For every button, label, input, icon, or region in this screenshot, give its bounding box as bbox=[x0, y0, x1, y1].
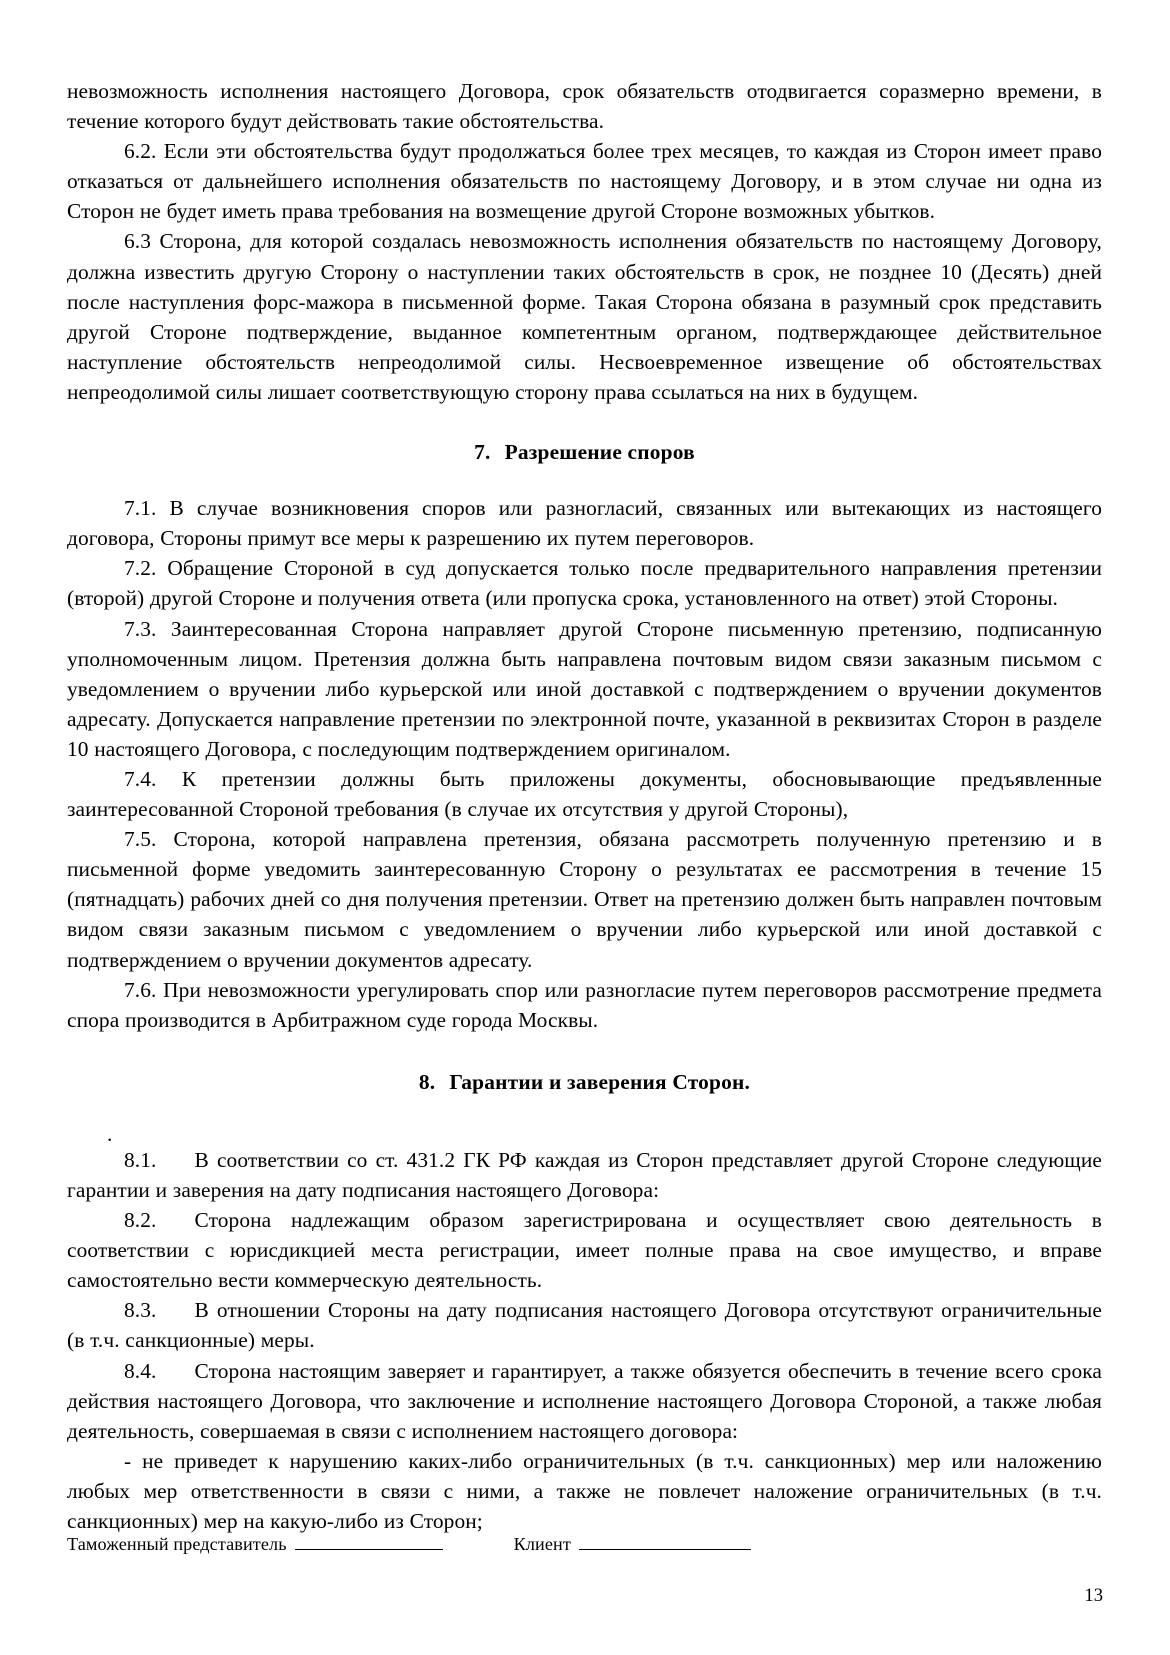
signature-block-customs-representative bbox=[67, 1532, 443, 1556]
stray-period-artifact: . bbox=[107, 1121, 113, 1146]
paragraph-8-2 bbox=[67, 1205, 1102, 1295]
page-number: 13 bbox=[1084, 1585, 1103, 1606]
signature-label-client: Клиент bbox=[513, 1534, 571, 1554]
paragraph-8-2-number: 8.2. bbox=[124, 1208, 157, 1233]
section-spacer-after-8 bbox=[67, 1097, 1102, 1123]
document-body bbox=[67, 76, 1102, 1536]
section-heading-8 bbox=[67, 1067, 1102, 1097]
section-heading-8-number: 8. bbox=[418, 1069, 436, 1094]
paragraph-8-3-number: 8.3. bbox=[124, 1298, 157, 1323]
signature-line-customs-representative[interactable] bbox=[295, 1532, 443, 1550]
section-heading-7-number: 7. bbox=[474, 440, 491, 465]
paragraph-8-1 bbox=[67, 1145, 1102, 1205]
paragraph-7-4: 7.4. К претензии должны быть приложены документы, обосновывающие предъявленные заинтересованной Стороной требования (в случае их отсутствия у другой Стороны), bbox=[67, 766, 1102, 822]
paragraph-7-5: 7.5. Сторона, которой направлена претензия, обязана рассмотреть полученную претензию и в письменной форме уведомить заинтересованную Сторону о результатах ее рассмотрения в течение 15 (пятнадцать) рабочих дней со дня получения претензии. Ответ на претензию должен быть направлен почтовым видом связи заказным письмом с уведомлением о вручении либо курьерской или иной доставкой с подтверждением о вручении документов адресату. bbox=[67, 827, 1102, 972]
section-heading-7-title: Разрешение споров bbox=[504, 440, 695, 465]
section-spacer-before-7 bbox=[67, 407, 1102, 437]
paragraph-bullet-1: - не приведет к нарушению каких-либо ограничительных (в т.ч. санкционных) мер или наложению любых мер ответственности в связи с ними, а также не повлечет наложение ограничительных (в т.ч. санкционных) мер на какую-либо из Сторон; bbox=[67, 1448, 1102, 1534]
paragraph-7-6: 7.6. При невозможности урегулировать спор или разногласие путем переговоров рассмотрение предмета спора производится в Арбитражном суде города Москвы. bbox=[67, 977, 1102, 1032]
section-heading-7 bbox=[67, 437, 1102, 467]
paragraph-8-1-text: В соответствии со ст. 431.2 ГК РФ каждая из Сторон представляет другой Стороне следующие гарантии и заверения на дату подписания настоящего Договора: bbox=[67, 1147, 1102, 1202]
paragraph-8-4-number: 8.4. bbox=[124, 1358, 157, 1383]
paragraph-8-3 bbox=[67, 1295, 1102, 1355]
paragraph-8-2-text: Сторона надлежащим образом зарегистрирована и осуществляет свою деятельность в соответствии с юрисдикцией места регистрации, имеет полные права на свое имущество, и вправе самостоятельно вести коммерческую деятельность. bbox=[67, 1208, 1102, 1293]
paragraph-8-4 bbox=[67, 1356, 1102, 1446]
signature-block-client bbox=[514, 1532, 751, 1556]
section-heading-8-title: Гарантии и заверения Сторон. bbox=[449, 1069, 751, 1094]
paragraph-8-1-number: 8.1. bbox=[124, 1147, 157, 1172]
paragraph-7-3: 7.3. Заинтересованная Сторона направляет другой Стороне письменную претензию, подписанную уполномоченным лицом. Претензия должна быть направлена почтовым видом связи заказным письмом с уведомлением о вручении либо курьерской или иной доставкой с подтверждением о вручении документов адресату. Допускается направление претензии по электронной почте, указанной в реквизитах Сторон в разделе 10 настоящего Договора, с последующим подтверждением оригиналом. bbox=[67, 616, 1102, 761]
signature-row bbox=[67, 1532, 1102, 1556]
signature-line-client[interactable] bbox=[579, 1532, 751, 1550]
paragraph-7-1: 7.1. В случае возникновения споров или разногласий, связанных или вытекающих из настоящего договора, Стороны примут все меры к разрешению их путем переговоров. bbox=[67, 496, 1102, 551]
section-spacer-after-7 bbox=[67, 467, 1102, 493]
paragraph-continuation-6-1: невозможность исполнения настоящего Договора, срок обязательств отодвигается соразмерно времени, в течение которого будут действовать такие обстоятельства. bbox=[67, 79, 1102, 134]
paragraph-6-3: 6.3 Сторона, для которой создалась невозможность исполнения обязательств по настоящему Договору, должна известить другую Сторону о наступлении таких обстоятельств в срок, не позднее 10 (Десять) дней после наступления форс-мажора в письменной форме. Такая Сторона обязана в разумный срок представить другой Стороне подтверждение, выданное компетентным органом, подтверждающее действительное наступление обстоятельств непреодолимой силы. Несвоевременное извещение об обстоятельствах непреодолимой силы лишает соответствующую сторону права ссылаться на них в будущем. bbox=[67, 229, 1102, 404]
paragraph-7-2: 7.2. Обращение Стороной в суд допускается только после предварительного направления претензии (второй) другой Стороне и получения ответа (или пропуска срока, установленного на ответ) этой Стороны. bbox=[67, 556, 1102, 611]
signature-label-customs-representative: Таможенный представитель bbox=[67, 1534, 287, 1554]
paragraph-8-4-text: Сторона настоящим заверяет и гарантирует, а также обязуется обеспечить в течение всего срока действия настоящего Договора, что заключение и исполнение настоящего Договора Стороной, а также любая деятельность, совершаемая в связи с исполнением настоящего договора: bbox=[67, 1358, 1102, 1443]
section-spacer-before-8 bbox=[67, 1035, 1102, 1067]
paragraph-8-3-text: В отношении Стороны на дату подписания настоящего Договора отсутствуют ограничительные (в т.ч. санкционные) меры. bbox=[67, 1298, 1102, 1353]
paragraph-6-2: 6.2. Если эти обстоятельства будут продолжаться более трех месяцев, то каждая из Сторон имеет право отказаться от дальнейшего исполнения обязательств по настоящему Договору, и в этом случае ни одна из Сторон не будет иметь права требования на возмещение другой Стороне возможных убытков. bbox=[67, 139, 1102, 224]
